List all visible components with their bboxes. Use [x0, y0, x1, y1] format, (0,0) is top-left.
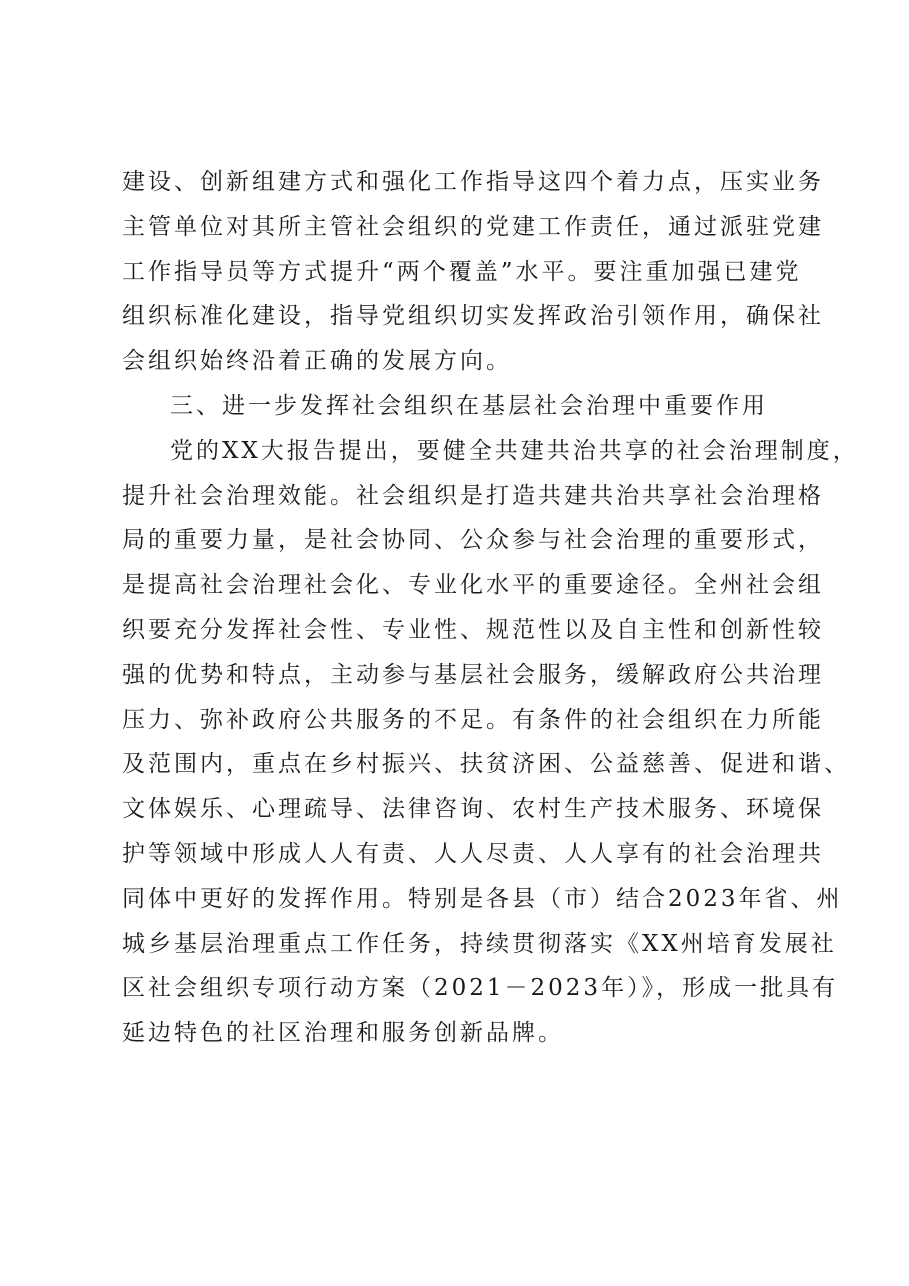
text-line: 城乡基层治理重点工作任务，持续贯彻落实《XX州培育发展社	[122, 930, 837, 957]
text-line: 文体娱乐、心理疏导、法律咨询、农村生产技术服务、环境保	[122, 796, 824, 823]
document-body	[122, 160, 859, 1056]
text-line: 是提高社会治理社会化、专业化水平的重要途径。全州社会组	[122, 572, 824, 599]
text-line: 会组织始终沿着正确的发展方向。	[122, 348, 512, 375]
text-line: 强的优势和特点，主动参与基层社会服务，缓解政府公共治理	[122, 661, 824, 688]
text-line: 织要充分发挥社会性、专业性、规范性以及自主性和创新性较	[122, 616, 824, 643]
text-line: 三、进一步发挥社会组织在基层社会治理中重要作用	[170, 392, 768, 419]
text-line: 党的XX大报告提出，要健全共建共治共享的社会治理制度，	[170, 437, 859, 464]
text-line: 及范围内，重点在乡村振兴、扶贫济困、公益慈善、促进和谐、	[122, 751, 850, 778]
text-line: 压力、弥补政府公共服务的不足。有条件的社会组织在力所能	[122, 706, 824, 733]
text-line: 延边特色的社区治理和服务创新品牌。	[122, 1020, 564, 1047]
text-line: 建设、创新组建方式和强化工作指导这四个着力点，压实业务	[122, 169, 824, 195]
text-line: 护等领域中形成人人有责、人人尽责、人人享有的社会治理共	[122, 840, 824, 867]
text-line: 局的重要力量，是社会协同、公众参与社会治理的重要形式，	[122, 527, 824, 554]
text-line: 工作指导员等方式提升“两个覆盖”水平。要注重加强已建党	[122, 258, 802, 285]
text-line: 主管单位对其所主管社会组织的党建工作责任，通过派驻党建	[122, 213, 824, 240]
text-line: 提升社会治理效能。社会组织是打造共建共治共享社会治理格	[122, 482, 824, 509]
text-line: 组织标准化建设，指导党组织切实发挥政治引领作用，确保社	[122, 303, 824, 330]
text-line: 同体中更好的发挥作用。特别是各县（市）结合2023年省、州	[122, 885, 843, 912]
text-line: 区社会组织专项行动方案（2021－2023年）》，形成一批具有	[122, 975, 839, 1002]
